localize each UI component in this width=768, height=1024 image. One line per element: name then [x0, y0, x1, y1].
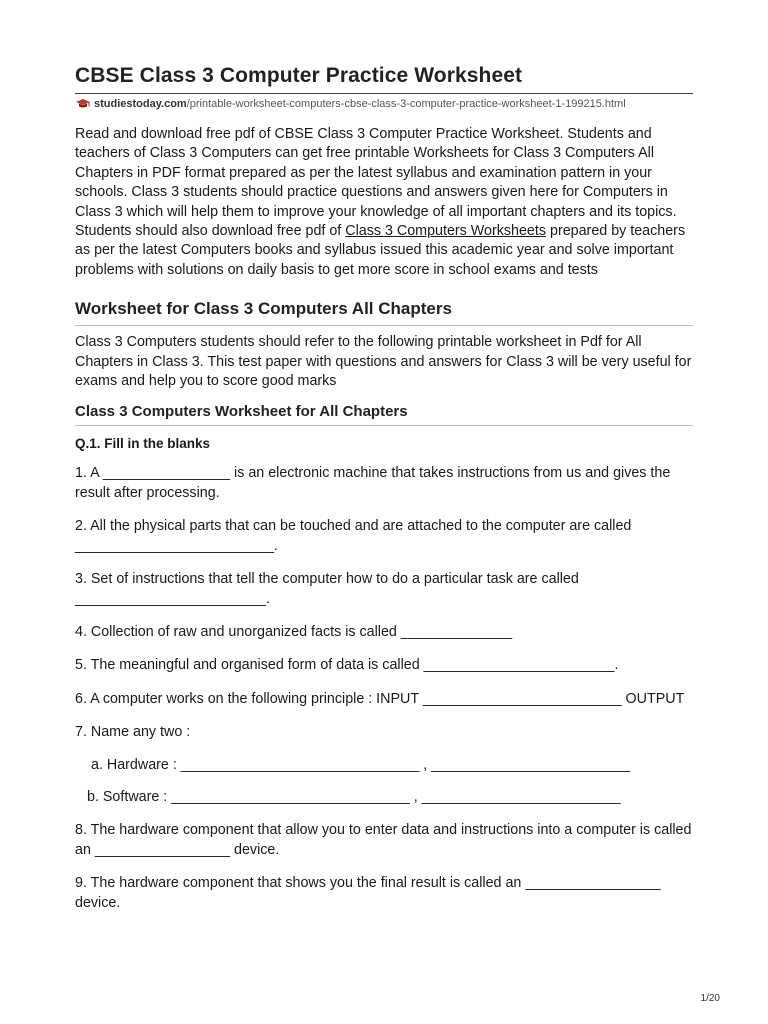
question-item: 1. A ________________ is an electronic machine that takes instructions from us and gives the result after processing.: [75, 465, 671, 501]
class3-computers-worksheets-link[interactable]: Class 3 Computers Worksheets: [345, 223, 547, 240]
page-number: 1/20: [700, 993, 720, 1004]
section-paragraph: Class 3 Computers students should refer to the following printable worksheet in Pdf for All Chapters in Class 3. This test paper with questions and answers for Class 3 will be very useful for exams and help you to score good marks: [75, 334, 692, 390]
question-item: 8. The hardware component that allow you to enter data and instructions into a computer is called an _________________ device.: [75, 822, 692, 858]
question-item: 2. All the physical parts that can be touched and are attached to the computer are called _________________________.: [75, 518, 632, 554]
question-item: 7. Name any two :: [75, 724, 191, 741]
sub-question-hardware: a. Hardware : ______________________________ , _________________________: [91, 756, 631, 773]
source-line: [75, 98, 693, 110]
question-item: 3. Set of instructions that tell the computer how to do a particular task are called ________________________.: [75, 571, 579, 607]
section-heading-worksheet: Worksheet for Class 3 Computers All Chapters: [75, 299, 693, 326]
question-heading: Q.1. Fill in the blanks: [75, 436, 211, 452]
source-path-link[interactable]: /printable-worksheet-computers-cbse-class-3-computer-practice-worksheet-1-199215.html: [186, 98, 626, 110]
question-item: 4. Collection of raw and unorganized facts is called ______________: [75, 623, 513, 640]
intro-paragraph: Read and download free pdf of CBSE Class 3 Computer Practice Worksheet. Students and teachers of Class 3 Computers can get free printable Worksheets for Class 3 Computers All Chapters in PDF format prepared as per the latest syllabus and examination pattern in your schools. Class 3 students should practice questions and answers given here for Computers in Class 3 which will help them to improve your knowledge of all important chapters and its topics. Students should also download free pdf of Class 3 Computers Worksheets prepared by teachers as per the latest Computers books and syllabus issued this academic year and solve important problems with solutions on daily basis to get more score in school exams and tests: [75, 126, 686, 278]
section-heading-all-chapters: Class 3 Computers Worksheet for All Chapters: [75, 403, 693, 426]
graduation-cap-icon: [75, 98, 91, 110]
question-item: 9. The hardware component that shows you the final result is called an _________________ device.: [75, 875, 661, 911]
sub-question-software: b. Software : ______________________________ , _________________________: [87, 788, 621, 805]
document-page: [75, 64, 693, 913]
question-item: 5. The meaningful and organised form of data is called ________________________.: [75, 657, 619, 674]
page-title: CBSE Class 3 Computer Practice Worksheet: [75, 64, 693, 94]
source-domain-link[interactable]: studiestoday.com: [94, 98, 187, 110]
question-item: 6. A computer works on the following principle : INPUT _________________________ OUTPUT: [75, 690, 685, 707]
